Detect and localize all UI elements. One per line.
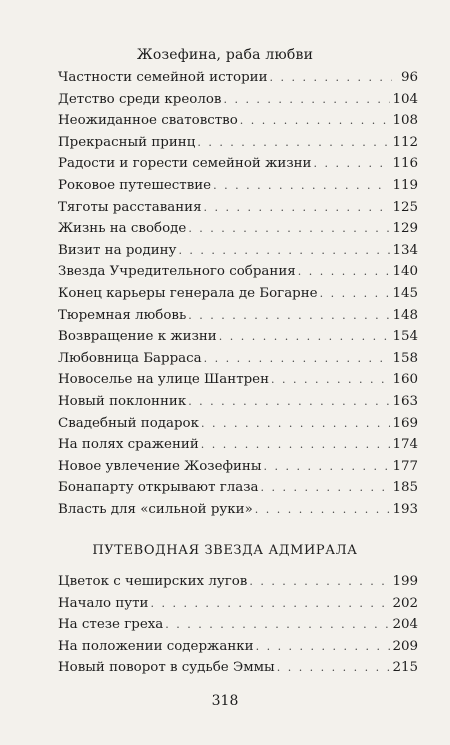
toc-entry-title: Конец карьеры генерала де Богарне (58, 285, 318, 301)
section-title: Жозефина, раба любви (136, 47, 314, 63)
toc-entry-title: Новое увлечение Жозефины (58, 458, 262, 474)
toc-entry (58, 639, 418, 661)
toc-entry-title: Новый поворот в судьбе Эммы (58, 660, 275, 676)
dot-leader (256, 640, 391, 653)
toc-entry-title: Власть для «сильной руки» (58, 501, 253, 517)
toc-entry-title: На стезе греха (58, 617, 164, 633)
dot-leader (223, 93, 390, 106)
dot-leader (188, 309, 390, 322)
toc-entry-page: 116 (392, 156, 418, 172)
toc-entry-title: Начало пути (58, 595, 149, 611)
toc-entry-title: Визит на родину (58, 242, 177, 258)
toc-entry-page: 193 (392, 501, 418, 517)
toc-entry-title: Тяготы расставания (58, 199, 202, 215)
dot-leader (314, 157, 391, 170)
toc-entry (58, 437, 418, 459)
dot-leader (264, 460, 391, 473)
toc-entry-title: На полях сражений (58, 437, 199, 453)
dot-leader (201, 438, 391, 451)
toc-entry (58, 243, 418, 265)
dot-leader (320, 287, 391, 300)
dot-leader (249, 575, 390, 588)
toc-entry-page: 129 (392, 221, 418, 237)
toc-entry (58, 502, 418, 524)
toc-entry-title: Любовница Барраса (58, 350, 202, 366)
toc-entry-title: Цветок с чеширских лугов (58, 574, 248, 589)
toc-entry-page: 140 (392, 264, 418, 280)
toc-entry-page: 145 (392, 285, 418, 301)
toc-entry-page: 174 (392, 437, 418, 453)
dot-leader (188, 395, 390, 408)
dot-leader (201, 417, 390, 430)
toc-list (58, 574, 418, 682)
toc-entry-title: Роковое путешествие (58, 177, 212, 193)
toc-entry-title: Возвращение к жизни (58, 329, 217, 345)
toc-entry (58, 459, 418, 481)
dot-leader (298, 265, 391, 278)
toc-entry (58, 92, 418, 114)
toc-entry (58, 416, 418, 438)
toc-entry-title: Детство среди креолов (58, 91, 222, 107)
toc-entry-page: 134 (392, 242, 418, 258)
toc-entry-title: Тюремная любовь (58, 307, 187, 323)
toc-entry-page: 148 (392, 307, 418, 323)
dot-leader (277, 661, 391, 674)
toc-entry-page: 163 (392, 393, 418, 409)
dot-leader (204, 352, 391, 365)
dot-leader (197, 136, 390, 149)
dot-leader (270, 71, 393, 84)
toc-list (58, 70, 418, 523)
dot-leader (213, 179, 390, 192)
toc-entry (58, 286, 418, 308)
toc-entry-page: 112 (392, 134, 418, 150)
page-number: 318 (211, 693, 239, 709)
toc-entry-page: 209 (392, 638, 418, 654)
toc-entry (58, 480, 418, 502)
dot-leader (204, 201, 391, 214)
toc-entry-page: 108 (392, 113, 418, 129)
toc-entry-page: 177 (392, 458, 418, 474)
toc-entry-title: Звезда Учредительного собрания (58, 264, 296, 280)
toc-entry (58, 264, 418, 286)
toc-entry (58, 574, 418, 596)
toc-entry-title: Свадебный подарок (58, 415, 199, 431)
toc-entry-title: Новый поклонник (58, 393, 187, 409)
toc-entry (58, 70, 418, 92)
toc-entry-page: 185 (392, 480, 418, 496)
toc-entry-title: Неожиданное сватовство (58, 113, 238, 129)
toc-entry (58, 394, 418, 416)
dot-leader (255, 503, 391, 516)
dot-leader (271, 373, 390, 386)
toc-entry-page: 204 (392, 617, 418, 633)
toc-entry-page: 169 (392, 415, 418, 431)
toc-entry (58, 178, 418, 200)
dot-leader (165, 618, 390, 631)
section-title: ПУТЕВОДНАЯ ЗВЕЗДА АДМИРАЛА (92, 543, 358, 558)
toc-entry (58, 156, 418, 178)
toc-entry-page: 125 (392, 199, 418, 215)
toc-entry (58, 372, 418, 394)
dot-leader (178, 244, 390, 257)
toc-entry-title: Новоселье на улице Шантрен (58, 372, 270, 388)
toc-entry (58, 660, 418, 682)
toc-entry-title: Бонапарту открывают глаза (58, 480, 259, 496)
toc-entry (58, 351, 418, 373)
toc-entry (58, 221, 418, 243)
toc-entry-title: Прекрасный принц (58, 134, 196, 150)
toc-entry-page: 104 (392, 91, 418, 107)
dot-leader (188, 222, 390, 235)
dot-leader (240, 114, 391, 127)
toc-entry-page: 199 (392, 574, 418, 589)
toc-entry-page: 119 (392, 177, 418, 193)
toc-entry (58, 329, 418, 351)
toc-entry (58, 308, 418, 330)
toc-entry-page: 158 (392, 350, 418, 366)
dot-leader (219, 330, 391, 343)
toc-entry-title: Радости и горести семейной жизни (58, 156, 312, 172)
toc-entry-page: 154 (392, 329, 418, 345)
toc-entry-page: 96 (400, 70, 418, 85)
toc-entry (58, 135, 418, 157)
dot-leader (150, 597, 390, 610)
toc-entry (58, 617, 418, 639)
toc-entry-title: Жизнь на свободе (58, 221, 187, 237)
toc-entry (58, 113, 418, 135)
toc-entry-page: 215 (392, 660, 418, 676)
toc-entry-page: 202 (392, 595, 418, 611)
dot-leader (261, 481, 391, 494)
toc-entry-title: На положении содержанки (58, 638, 254, 654)
toc-entry-title: Частности семейной истории (58, 70, 268, 85)
toc-entry (58, 200, 418, 222)
toc-entry (58, 596, 418, 618)
toc-entry-page: 160 (392, 372, 418, 388)
